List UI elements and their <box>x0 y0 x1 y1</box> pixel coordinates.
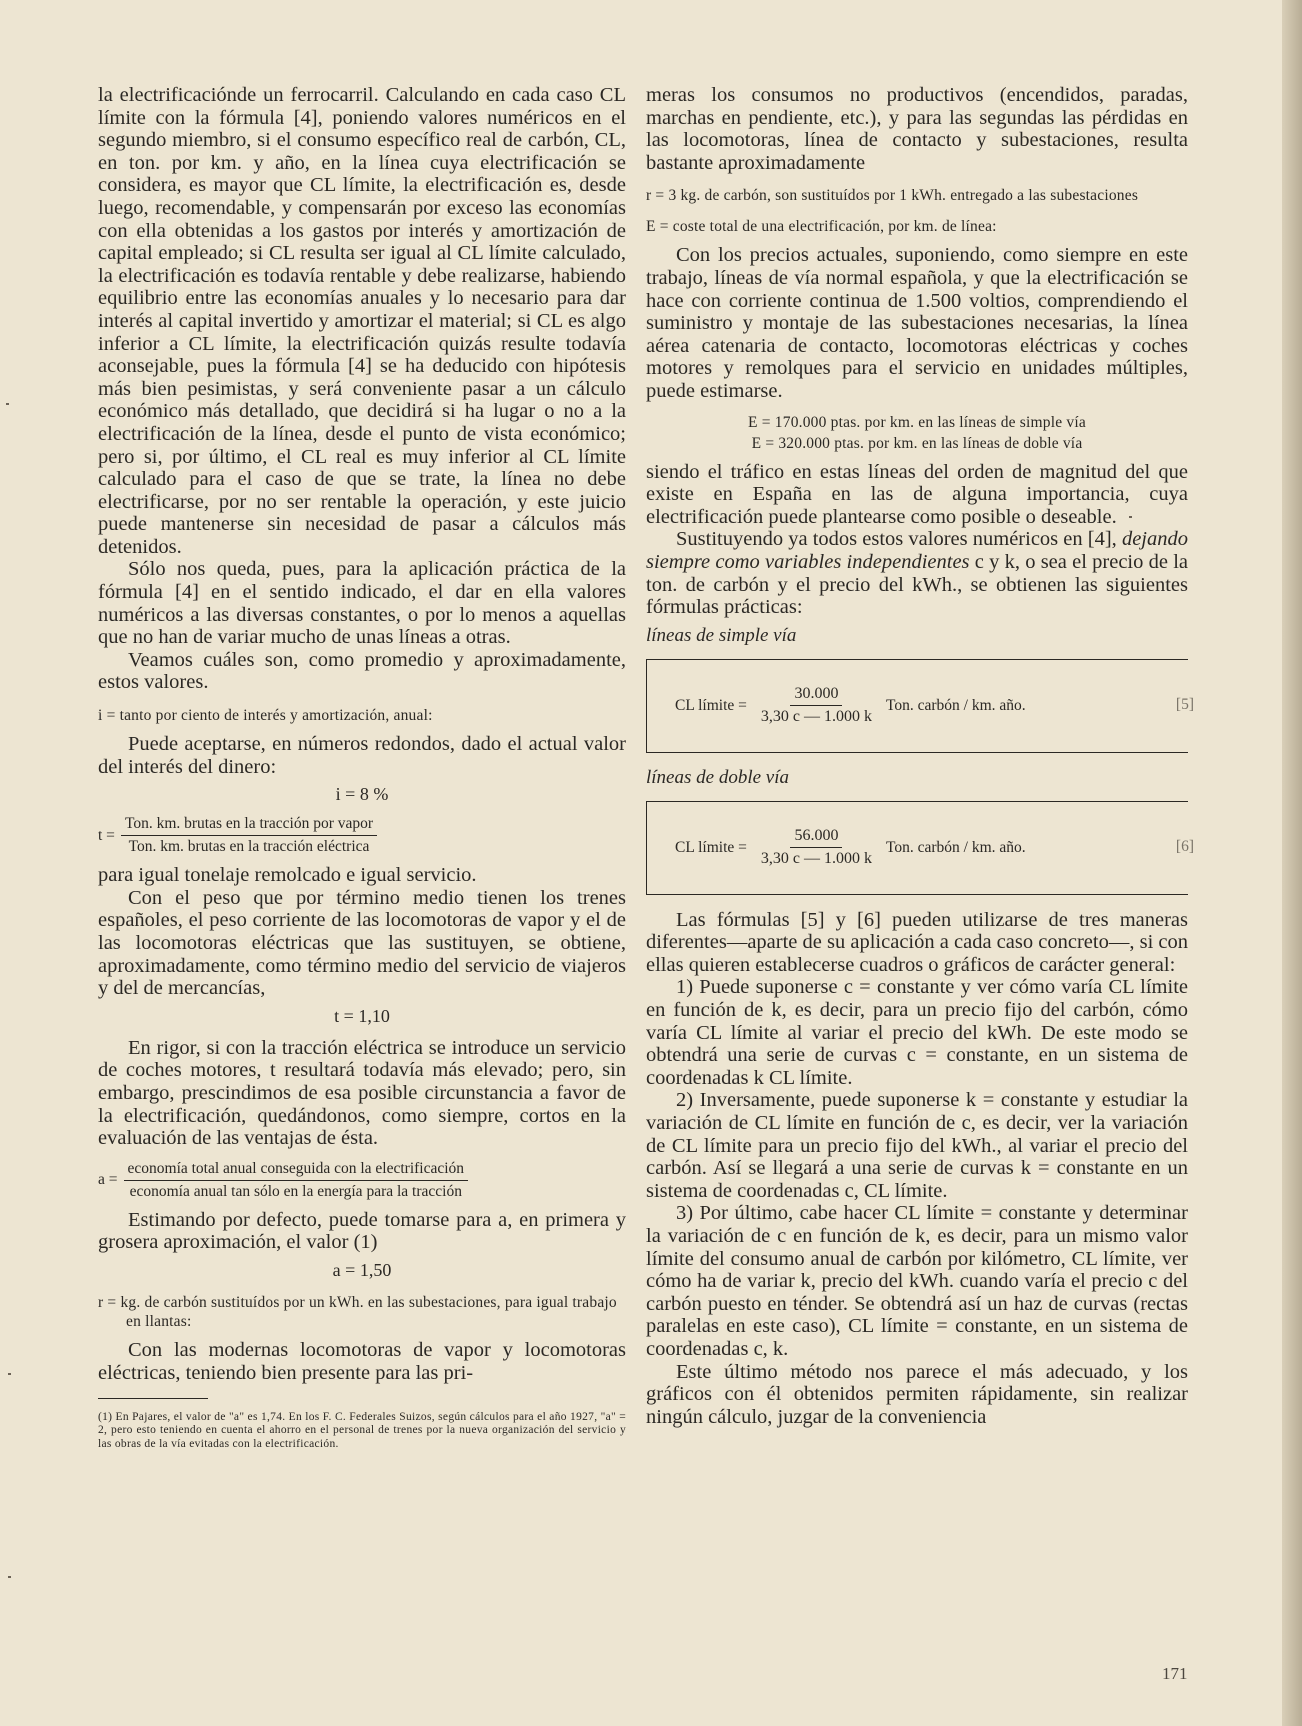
equation-5-numerator: 30.000 <box>790 685 842 706</box>
equation-6-number: [6] <box>1175 837 1194 855</box>
label-simple-via: líneas de simple vía <box>646 624 797 646</box>
label-doble-via: líneas de doble vía <box>646 766 789 788</box>
speck <box>8 1576 11 1578</box>
E-simple-value: E = 170.000 ptas. por km. en las líneas de simple vía <box>748 413 1086 431</box>
right-column <box>646 84 1194 1428</box>
right-paragraph-5: Las fórmulas [5] y [6] pueden utilizarse de tres maneras diferentes—aparte de su aplicación a cada caso concreto—, si con ellas quieren establecerse cuadros o gráficos de carácter general: <box>646 908 1188 976</box>
right-paragraph-9: Este último método nos parece el más adecuado, y los gráficos con él obtenidos permiten rápidamente, sin realizar ningún cálculo, juzgar de la conveniencia <box>646 1360 1188 1428</box>
left-paragraph-4: Puede aceptarse, en números redondos, dado el actual valor del interés del dinero: <box>98 733 626 778</box>
page-edge <box>1282 0 1302 1726</box>
formula-a: a = 1,50 <box>332 1259 392 1280</box>
equation-6-unit: Ton. carbón / km. año. <box>886 838 1026 856</box>
right-paragraph-3: siendo el tráfico en estas líneas del orden de magnitud del que existe en España en las de alguna importancia, cuya electrificación puede plantearse como posible o deseable. <box>646 460 1188 528</box>
left-paragraph-2: Sólo nos queda, pues, para la aplicación práctica de la fórmula [4] en el sentido indicado, el dar en ella valores numéricos a las diversas constantes, o por lo menos a aquellas que no han de variar mucho de unas líneas a otras. <box>98 558 626 649</box>
left-paragraph-1: la electrificaciónde un ferrocarril. Calculando en cada caso CL límite con la fórmula [4], poniendo valores numéricos en el segundo miembro, si el consumo específico real de carbón, CL, en ton. por km. y año, en la línea cuya electrificación se considera, es mayor que CL límite, la electrificación es, desde luego, recomendable, y compensarán por exceso las economías con ella obtenidas a los gastos por interés y amortización de capital empleado; si CL resulta ser igual al CL límite calculado, la electrificación es todavía rentable y debe realizarse, habiendo equilibrio entre las economías anuales y lo necesario para dar interés al capital invertido y amortizar el material; si CL es algo inferior a CL límite, la electrificación quizás resulte todavía aconsejable, pues la fórmula [4] se ha deducido con hipótesis más bien pesimistas, y será conveniente pasar a un cálculo económico más detallado, que decidirá si ha lugar o no a la electrificación de la línea, desde el punto de vista económico; pero si, por último, el CL real es muy inferior al CL límite calculado para el caso de que se trate, la línea no debe electrificarse, por no ser rentable la operación, y este juicio puede mantenerse sin necesidad de pasar a cálculos más detenidos. <box>98 84 626 558</box>
formula-t-denominator: Ton. km. brutas en la tracción eléctrica <box>128 838 370 856</box>
definition-r-value: r = 3 kg. de carbón, son sustituídos por 1 kWh. entregado a las subestaciones <box>646 187 1139 205</box>
right-paragraph-6: 1) Puede suponerse c = constante y ver cómo varía CL límite en función de k, es decir, para un precio fijo del carbón, cómo varía CL límite al variar el precio del kWh. De este modo se obtendrá una serie de curvas c = constante, en un sistema de coordenadas k CL límite. <box>646 976 1188 1089</box>
formula-a-lhs: a = <box>98 1171 118 1189</box>
equation-6-denominator: 3,30 c — 1.000 k <box>760 850 872 868</box>
formula-a-fraction <box>124 1160 469 1201</box>
definition-E: E = coste total de una electrificación, por km. de línea: <box>646 218 997 236</box>
formula-t-lhs: t = <box>98 826 115 844</box>
equation-6-lhs: CL límite = <box>675 838 747 856</box>
footnote: (1) En Pajares, el valor de "a" es 1,74. En los F. C. Federales Suizos, según cálculos para el año 1927, "a" = 2, pero esto teniendo en cuenta el ahorro en el personal de trenes por la nueva organización del servicio y las obras de la vía evitadas con la electrificación. <box>98 1410 626 1450</box>
speck <box>8 1373 11 1375</box>
definition-i: i = tanto por ciento de interés y amortización, anual: <box>98 707 433 725</box>
page-number: 171 <box>1162 1664 1188 1683</box>
formula-i: i = 8 % <box>335 784 389 805</box>
left-paragraph-8: Estimando por defecto, puede tomarse para a, en primera y grosera aproximación, el valor (1) <box>98 1208 626 1254</box>
equation-6-numerator: 56.000 <box>790 827 842 848</box>
right-paragraph-4-c: c y k, o sea el precio de la ton. de carbón y el precio del kWh., se obtienen las siguientes fórmulas prácticas: <box>646 550 1188 619</box>
right-paragraph-7: 2) Inversamente, puede suponerse k = constante y estudiar la variación de CL límite en función de c, es decir, ver la variación de CL límite para un precio fijo del kWh., al variar el precio del carbón. Así se llegará a una serie de curvas k = constante en un sistema de coordenadas c, CL límite. <box>646 1089 1188 1202</box>
formula-a-numerator: economía total anual conseguida con la electrificación <box>124 1160 469 1181</box>
equation-5-box <box>646 659 1194 753</box>
right-paragraph-4 <box>646 528 1188 618</box>
equation-5-lhs: CL límite = <box>675 696 747 714</box>
right-paragraph-4-a: Sustituyendo ya todos estos valores numéricos en [4], <box>676 528 1122 551</box>
right-paragraph-8: 3) Por último, cabe hacer CL límite = constante y determinar la variación de c en función de k, es decir, para un mismo valor límite del consumo anual de carbón por kilómetro, CL límite, ver cómo ha de variar k, precio del kWh. cuando varía el precio c del carbón puesto en ténder. Se obtendrá así un haz de curvas (rectas paralelas en este caso), CL límite = constante, en un sistema de coordenadas c, k. <box>646 1202 1188 1360</box>
left-paragraph-3: Veamos cuáles son, como promedio y aproximadamente, estos valores. <box>98 648 626 694</box>
equation-5-fraction <box>757 685 876 726</box>
footnote-rule <box>98 1398 208 1399</box>
definition-r: r = kg. de carbón sustituídos por un kWh. en las subestaciones, para igual trabajo en llantas: <box>98 1293 617 1330</box>
right-paragraph-4-italic: dejando siempre como variables independientes <box>646 528 1188 573</box>
equation-6-box <box>646 801 1194 895</box>
equation-5-number: [5] <box>1175 695 1194 713</box>
formula-a-denominator: economía anual tan sólo en la energía para la tracción <box>129 1182 462 1200</box>
formula-a-definition <box>98 1160 626 1201</box>
formula-t-fraction <box>121 815 377 856</box>
formula-t: t = 1,10 <box>334 1005 390 1026</box>
E-double-value: E = 320.000 ptas. por km. en las líneas de doble vía <box>751 434 1083 452</box>
equation-6-fraction <box>757 827 876 868</box>
formula-t-definition <box>98 815 626 856</box>
equation-5-denominator: 3,30 c — 1.000 k <box>760 708 872 726</box>
left-column <box>98 84 626 1463</box>
left-paragraph-5: para igual tonelaje remolcado e igual servicio. <box>98 864 477 887</box>
speck <box>1129 516 1132 518</box>
right-paragraph-1: meras los consumos no productivos (encendidos, paradas, marchas en pendiente, etc.), y para las segundas las pérdidas en las locomotoras, línea de contacto y subestaciones, resulta bastante aproximadamente <box>646 84 1188 174</box>
equation-5-unit: Ton. carbón / km. año. <box>886 696 1026 714</box>
formula-t-numerator: Ton. km. brutas en la tracción por vapor <box>121 815 377 836</box>
right-paragraph-2: Con los precios actuales, suponiendo, como siempre en este trabajo, líneas de vía normal española, y que la electrificación se hace con corriente continua de 1.500 voltios, comprendiendo el suministro y montaje de las subestaciones necesarias, la línea aérea catenaria de contacto, locomotoras eléctricas y coches motores y remolques para el servicio en unidades múltiples, puede estimarse. <box>646 244 1188 402</box>
left-paragraph-7: En rigor, si con la tracción eléctrica se introduce un servicio de coches motores, t resultará todavía más elevado; pero, sin embargo, prescindimos de esa posible circunstancia a favor de la electrificación, quedándonos, como siempre, cortos en la evaluación de las ventajas de ésta. <box>98 1036 626 1150</box>
speck <box>6 403 9 405</box>
left-paragraph-9: Con las modernas locomotoras de vapor y locomotoras eléctricas, teniendo bien presente para las pri- <box>98 1338 626 1384</box>
left-paragraph-6: Con el peso que por término medio tienen los trenes españoles, el peso corriente de las locomotoras de vapor y el de las locomotoras eléctricas que las sustituyen, se obtiene, aproximadamente, como término medio del servicio de viajeros y del de mercancías, <box>98 886 626 1000</box>
